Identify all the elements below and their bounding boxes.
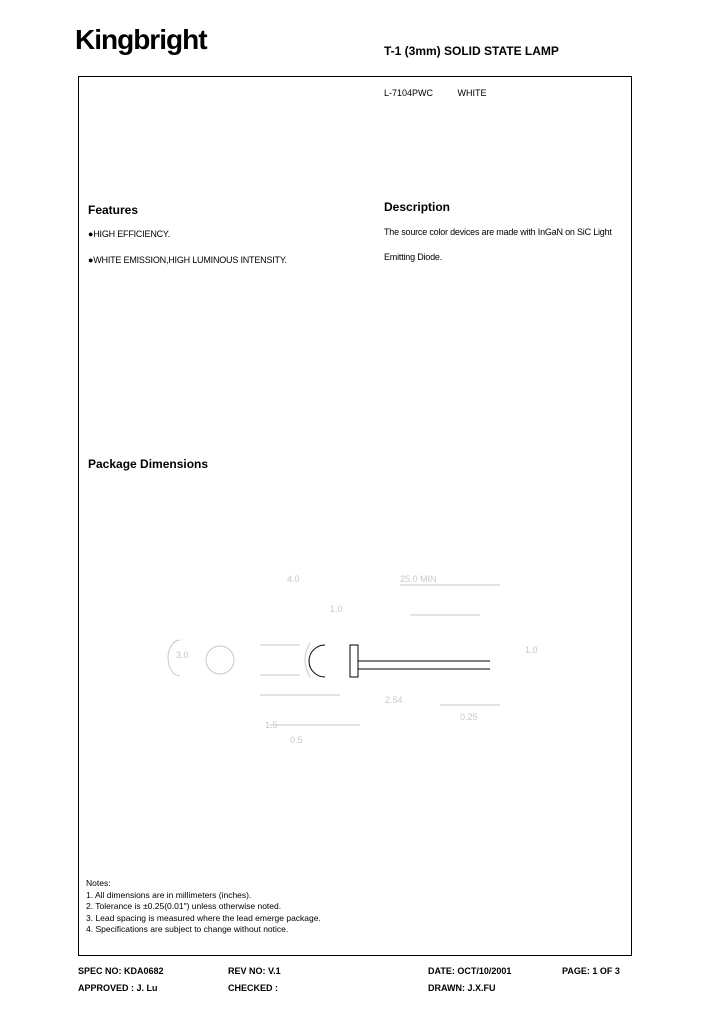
dimension-label: 1.5 bbox=[265, 720, 278, 730]
note-item: 4. Specifications are subject to change without notice. bbox=[86, 924, 289, 934]
description-line: The source color devices are made with InGaN on SiC Light bbox=[384, 227, 612, 237]
note-item: 2. Tolerance is ±0.25(0.01") unless otherwise noted. bbox=[86, 901, 282, 911]
feature-item: ●WHITE EMISSION,HIGH LUMINOUS INTENSITY. bbox=[88, 255, 287, 265]
content-frame bbox=[78, 76, 632, 956]
approved-by: APPROVED : J. Lu bbox=[78, 983, 158, 993]
part-number: L-7104PWC bbox=[384, 88, 434, 98]
dimension-label: 0.25 bbox=[460, 712, 478, 722]
revision-number: REV NO: V.1 bbox=[228, 966, 281, 976]
drawn-by: DRAWN: J.X.FU bbox=[428, 983, 496, 993]
kingbright-logo: Kingbright bbox=[75, 24, 207, 55]
spec-number: SPEC NO: KDA0682 bbox=[78, 966, 164, 976]
package-dimensions-heading: Package Dimensions bbox=[88, 457, 209, 471]
notes-title: Notes: bbox=[86, 878, 111, 888]
feature-item: ●HIGH EFFICIENCY. bbox=[88, 229, 170, 239]
lamp-top-view bbox=[206, 646, 234, 674]
dimension-label: 3.0 bbox=[176, 650, 189, 660]
dimension-label: 25.0 MIN bbox=[400, 574, 437, 584]
dimension-label: 2.54 bbox=[385, 695, 403, 705]
checked-by: CHECKED : bbox=[228, 983, 279, 993]
dimension-label: 4.0 bbox=[287, 574, 300, 584]
features-heading: Features bbox=[88, 203, 139, 217]
dimension-label: 0.5 bbox=[290, 735, 303, 745]
lamp-flange bbox=[350, 645, 358, 677]
page-number: PAGE: 1 OF 3 bbox=[562, 966, 620, 976]
document-date: DATE: OCT/10/2001 bbox=[428, 966, 512, 976]
dimension-label: 1.0 bbox=[330, 604, 343, 614]
description-line: Emitting Diode. bbox=[384, 252, 443, 262]
part-color: WHITE bbox=[457, 88, 487, 98]
description-heading: Description bbox=[384, 200, 451, 214]
notes-section bbox=[86, 878, 321, 936]
lamp-body bbox=[309, 645, 325, 677]
part-info bbox=[384, 88, 487, 98]
package-dimension-drawing bbox=[160, 565, 550, 765]
document-title: T-1 (3mm) SOLID STATE LAMP bbox=[384, 44, 559, 58]
dimension-label: 1.0 bbox=[525, 645, 538, 655]
note-item: 3. Lead spacing is measured where the lead emerge package. bbox=[86, 912, 321, 923]
note-item: 1. All dimensions are in millimeters (inches). bbox=[86, 889, 252, 900]
